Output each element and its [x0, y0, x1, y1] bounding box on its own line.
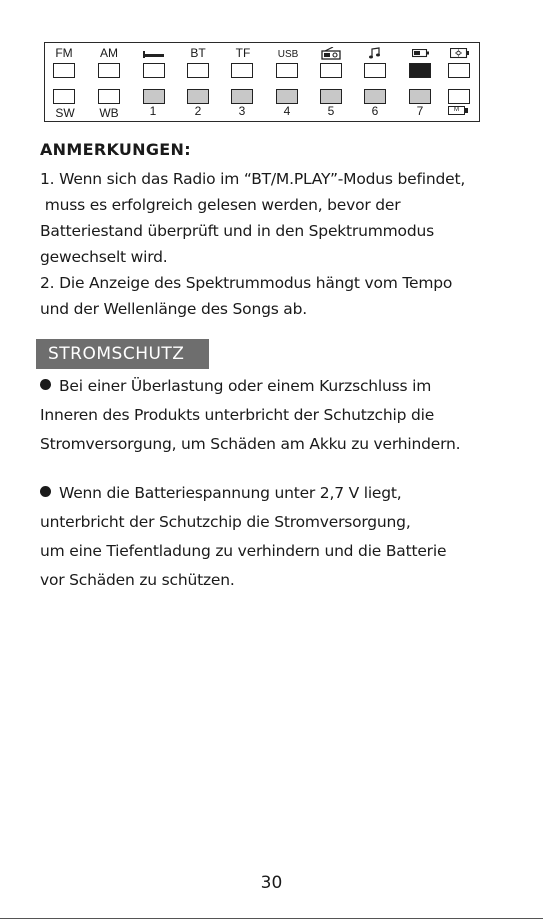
fm-indicator	[53, 63, 75, 78]
footer-rule	[0, 918, 543, 919]
usb-indicator	[276, 63, 298, 78]
note-2	[40, 270, 510, 322]
battery-low-icon	[412, 49, 430, 58]
radio-icon	[321, 47, 341, 60]
bed-icon	[142, 50, 166, 59]
label-3: 3	[238, 104, 246, 118]
bullet-1	[40, 372, 515, 459]
battery-light-icon	[450, 48, 470, 59]
label-tf: TF	[235, 46, 251, 60]
note-1	[40, 166, 510, 270]
label-wb: WB	[99, 106, 119, 120]
bt-indicator	[187, 63, 209, 78]
am-indicator	[98, 63, 120, 78]
level-3-indicator	[231, 89, 253, 104]
level-2-indicator	[187, 89, 209, 104]
light-indicator	[448, 63, 470, 78]
label-6: 6	[371, 104, 379, 118]
battery-m-icon	[448, 106, 470, 116]
battery-low-indicator	[409, 63, 431, 78]
note-1-line: 1. Wenn sich das Radio im “BT/M.PLAY”-Modus befindet,	[40, 170, 466, 188]
level-6-indicator	[364, 89, 386, 104]
bullet-dot-icon	[40, 379, 51, 390]
label-7: 7	[416, 104, 424, 118]
label-sw: SW	[55, 106, 75, 120]
radio-indicator	[320, 63, 342, 78]
sleep-indicator	[143, 63, 165, 78]
label-bt: BT	[190, 46, 206, 60]
label-1: 1	[149, 104, 157, 118]
bullet-1-line: Bei einer Überlastung oder einem Kurzschluss im	[59, 377, 432, 395]
bullet-2-line: vor Schäden zu schützen.	[40, 571, 235, 589]
indicator-panel	[44, 42, 480, 122]
tf-indicator	[231, 63, 253, 78]
battery-m-label: M	[448, 106, 465, 115]
level-7-indicator	[409, 89, 431, 104]
anmerkungen-heading: ANMERKUNGEN:	[40, 140, 191, 159]
music-indicator	[364, 63, 386, 78]
label-5: 5	[327, 104, 335, 118]
music-note-icon	[368, 47, 380, 59]
sw-indicator	[53, 89, 75, 104]
label-fm: FM	[55, 46, 73, 60]
bullet-2-line: Wenn die Batteriespannung unter 2,7 V liegt,	[59, 484, 402, 502]
note-2-line: und der Wellenlänge des Songs ab.	[40, 300, 307, 318]
label-usb: USB	[277, 49, 299, 60]
wb-indicator	[98, 89, 120, 104]
note-1-line: muss es erfolgreich gelesen werden, bevor der	[40, 196, 401, 214]
bullet-1-line: Stromversorgung, um Schäden am Akku zu verhindern.	[40, 435, 461, 453]
level-5-indicator	[320, 89, 342, 104]
bullet-2-line: um eine Tiefentladung zu verhindern und die Batterie	[40, 542, 447, 560]
label-am: AM	[100, 46, 118, 60]
level-4-indicator	[276, 89, 298, 104]
label-4: 4	[283, 104, 291, 118]
note-1-line: Batteriestand überprüft und in den Spektrummodus	[40, 222, 434, 240]
note-1-line: gewechselt wird.	[40, 248, 168, 266]
stromschutz-title: STROMSCHUTZ	[36, 339, 209, 369]
bullet-2-line: unterbricht der Schutzchip die Stromversorgung,	[40, 513, 411, 531]
bullet-1-line: Inneren des Produkts unterbricht der Schutzchip die	[40, 406, 435, 424]
battery-m-indicator	[448, 89, 470, 104]
label-2: 2	[194, 104, 202, 118]
level-1-indicator	[143, 89, 165, 104]
bullet-2	[40, 479, 515, 595]
note-2-line: 2. Die Anzeige des Spektrummodus hängt vom Tempo	[40, 274, 453, 292]
bullet-dot-icon	[40, 486, 51, 497]
page-number: 30	[260, 873, 283, 893]
